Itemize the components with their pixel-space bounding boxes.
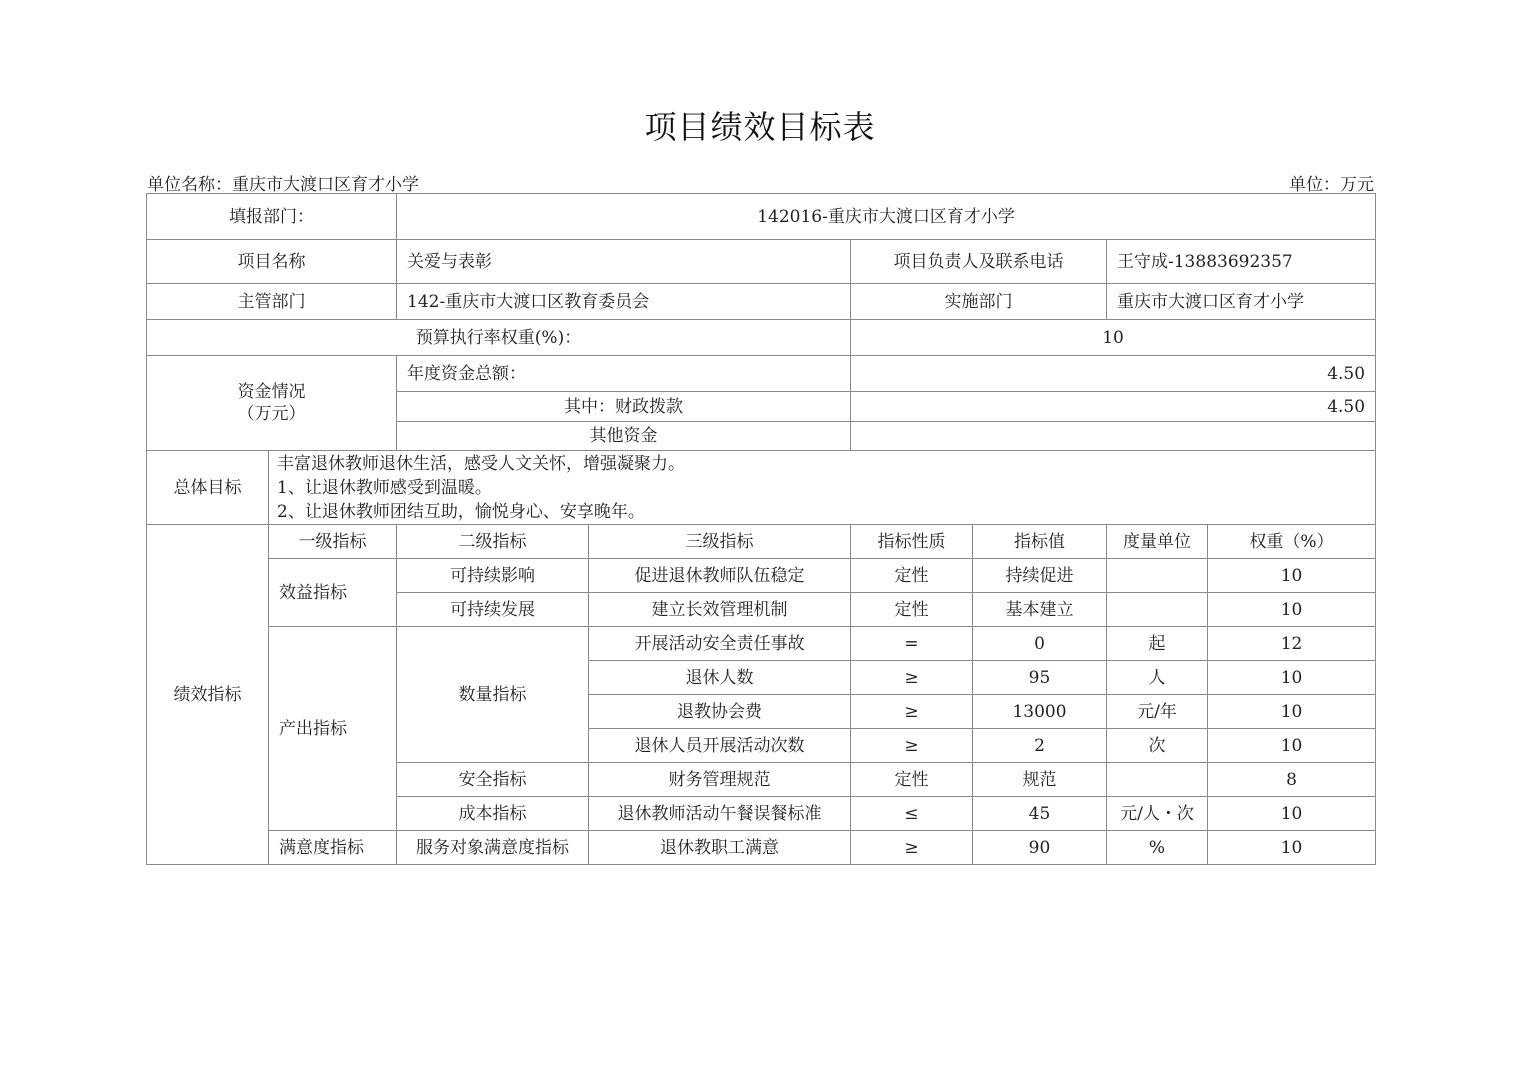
value-cell: 13000 [973, 695, 1107, 729]
l3-cell: 退休教师活动午餐误餐标准 [589, 797, 851, 831]
column-header: 二级指标 [397, 525, 589, 559]
impl-value: 重庆市大渡口区育才小学 [1107, 284, 1376, 320]
funds-other-value [851, 422, 1376, 451]
weight-cell: 10 [1208, 661, 1376, 695]
nature-cell: 定性 [851, 593, 973, 627]
benefit-indicator-label: 效益指标 [269, 559, 397, 627]
perf-label: 绩效指标 [147, 525, 269, 865]
l3-cell: 退休教职工满意 [589, 831, 851, 865]
unit-cell: 元/年 [1107, 695, 1208, 729]
table-row [147, 356, 1376, 392]
nature-cell: = [851, 627, 973, 661]
weight-cell: 10 [1208, 593, 1376, 627]
value-cell: 45 [973, 797, 1107, 831]
unit-cell [1107, 559, 1208, 593]
funds-label-line2: （万元） [237, 404, 306, 424]
column-header: 权重（%） [1208, 525, 1376, 559]
project-name-value: 关爱与表彰 [397, 240, 851, 284]
l2-cell: 可持续发展 [397, 593, 589, 627]
table-row [147, 627, 1376, 661]
unit-cell: % [1107, 831, 1208, 865]
nature-cell: 定性 [851, 763, 973, 797]
fill-dept-value: 142016-重庆市大渡口区育才小学 [397, 194, 1376, 240]
goal-line: 丰富退休教师退休生活，感受人文关怀，增强凝聚力。 [277, 453, 685, 474]
column-header: 指标值 [973, 525, 1107, 559]
satisfaction-indicator-label: 满意度指标 [269, 831, 397, 865]
nature-cell: ≥ [851, 831, 973, 865]
l2-cell: 成本指标 [397, 797, 589, 831]
table-row [147, 320, 1376, 356]
goal-label: 总体目标 [147, 451, 269, 525]
owner-label: 项目负责人及联系电话 [851, 240, 1107, 284]
page-title: 项目绩效目标表 [644, 108, 876, 146]
fill-dept-label: 填报部门： [147, 194, 397, 240]
goal-line: 2、让退休教师团结互助，愉悦身心、安享晚年。 [277, 501, 645, 522]
weight-cell: 10 [1208, 695, 1376, 729]
funds-label [147, 356, 397, 451]
table-row [147, 284, 1376, 320]
output-indicator-label: 产出指标 [269, 627, 397, 831]
unit-cell: 人 [1107, 661, 1208, 695]
l2-cell: 安全指标 [397, 763, 589, 797]
value-cell: 规范 [973, 763, 1107, 797]
funds-fiscal-label: 其中：财政拨款 [397, 392, 851, 422]
unit-cell [1107, 763, 1208, 797]
budget-rate-label: 预算执行率权重(%)： [147, 320, 851, 356]
nature-cell: ≥ [851, 729, 973, 763]
l3-cell: 退教协会费 [589, 695, 851, 729]
table-row [147, 451, 1376, 525]
value-cell: 0 [973, 627, 1107, 661]
l3-cell: 促进退休教师队伍稳定 [589, 559, 851, 593]
nature-cell: ≥ [851, 695, 973, 729]
table-header-row [147, 525, 1376, 559]
l3-cell: 开展活动安全责任事故 [589, 627, 851, 661]
value-cell: 2 [973, 729, 1107, 763]
funds-other-label: 其他资金 [397, 422, 851, 451]
l3-cell: 退休人数 [589, 661, 851, 695]
nature-cell: ≤ [851, 797, 973, 831]
column-header: 度量单位 [1107, 525, 1208, 559]
l3-cell: 建立长效管理机制 [589, 593, 851, 627]
goal-line: 1、让退休教师感受到温暖。 [277, 477, 492, 498]
table-row [147, 559, 1376, 593]
weight-cell: 10 [1208, 797, 1376, 831]
l2-cell: 可持续影响 [397, 559, 589, 593]
nature-cell: ≥ [851, 661, 973, 695]
unit-cell: 次 [1107, 729, 1208, 763]
value-cell: 持续促进 [973, 559, 1107, 593]
funds-fiscal-value: 4.50 [851, 392, 1376, 422]
owner-value: 王守成-13883692357 [1107, 240, 1376, 284]
supervisor-label: 主管部门 [147, 284, 397, 320]
weight-cell: 8 [1208, 763, 1376, 797]
l3-cell: 退休人员开展活动次数 [589, 729, 851, 763]
unit-cell [1107, 593, 1208, 627]
unit-cell: 元/人・次 [1107, 797, 1208, 831]
weight-cell: 10 [1208, 729, 1376, 763]
supervisor-value: 142-重庆市大渡口区教育委员会 [397, 284, 851, 320]
funds-total-value: 4.50 [851, 356, 1376, 392]
project-name-label: 项目名称 [147, 240, 397, 284]
value-cell: 90 [973, 831, 1107, 865]
funds-total-label: 年度资金总额： [397, 356, 851, 392]
column-header: 三级指标 [589, 525, 851, 559]
l3-cell: 财务管理规范 [589, 763, 851, 797]
table-row [147, 240, 1376, 284]
unit-name: 单位名称：重庆市大渡口区育才小学 [147, 175, 419, 195]
value-cell: 95 [973, 661, 1107, 695]
column-header: 一级指标 [269, 525, 397, 559]
budget-rate-value: 10 [851, 320, 1376, 356]
goal-text [269, 451, 1376, 525]
nature-cell: 定性 [851, 559, 973, 593]
column-header: 指标性质 [851, 525, 973, 559]
funds-label-line1: 资金情况 [237, 382, 306, 402]
unit-label: 单位：万元 [1289, 175, 1374, 195]
impl-label: 实施部门 [851, 284, 1107, 320]
performance-target-table [146, 193, 1376, 865]
l2-cell: 服务对象满意度指标 [397, 831, 589, 865]
weight-cell: 10 [1208, 831, 1376, 865]
weight-cell: 10 [1208, 559, 1376, 593]
unit-cell: 起 [1107, 627, 1208, 661]
table-row [147, 194, 1376, 240]
table-row [147, 831, 1376, 865]
value-cell: 基本建立 [973, 593, 1107, 627]
quantity-indicator-label: 数量指标 [397, 627, 589, 763]
weight-cell: 12 [1208, 627, 1376, 661]
